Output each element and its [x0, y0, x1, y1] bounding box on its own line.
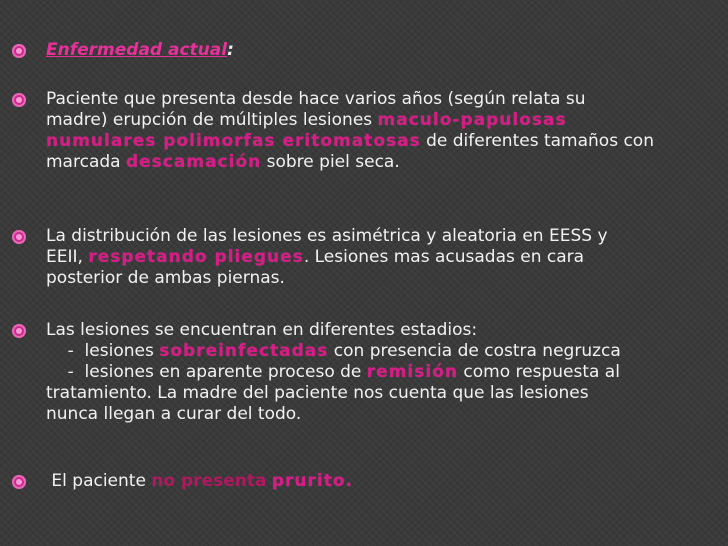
p2-line-2	[46, 247, 712, 268]
bullet-icon	[12, 93, 26, 107]
p3-line-2-end: con presencia de costra negruzca	[328, 341, 621, 361]
paragraph-2	[46, 226, 712, 289]
paragraph-1	[46, 89, 712, 173]
bullet-item-distribucion	[12, 226, 712, 289]
p3-line-1: Las lesiones se encuentran en diferentes estadios:	[46, 320, 478, 340]
p3-line-3-end: como respuesta al	[457, 362, 620, 382]
bullet-icon	[12, 44, 26, 58]
p1-line-3-text: de diferentes tamaños con	[420, 131, 654, 151]
p2-line-2-text: EEII,	[46, 247, 89, 267]
p1-line-1: Paciente que presenta desde hace varios años (según relata su	[46, 89, 586, 109]
highlight-prurito: prurito.	[271, 471, 353, 491]
p1-line-2	[46, 110, 712, 131]
p1-line-4-end: sobre piel seca.	[261, 152, 400, 172]
highlight-no-presenta: no presenta	[151, 471, 267, 491]
highlight-maculo-papulosas: maculo-papulosas	[377, 110, 567, 130]
heading-label: Enfermedad actual	[46, 40, 228, 60]
p1-line-3	[46, 131, 712, 152]
bullet-item-enfermedad-actual	[12, 40, 712, 61]
p2-line-3: posterior de ambas piernas.	[46, 268, 285, 288]
paragraph-3	[46, 320, 712, 425]
p1-line-2-text: madre) erupción de múltiples lesiones	[46, 110, 378, 130]
highlight-remision: remisión	[366, 362, 458, 382]
p3-line-4: tratamiento. La madre del paciente nos cuenta que las lesiones	[46, 383, 589, 403]
p4-text: El paciente	[46, 471, 152, 491]
paragraph-4	[46, 471, 712, 492]
heading-colon: :	[227, 40, 234, 60]
p2-line-2-end: . Lesiones mas acusadas en cara	[303, 247, 585, 267]
p3-line-3	[46, 362, 712, 383]
p3-line-5: nunca llegan a curar del todo.	[46, 404, 302, 424]
p3-line-2-text: - lesiones	[46, 341, 160, 361]
highlight-numulares: numulares polimorfas eritomatosas	[46, 131, 421, 151]
p1-line-4	[46, 152, 712, 173]
bullet-item-estadios	[12, 320, 712, 425]
highlight-sobreinfectadas: sobreinfectadas	[159, 341, 329, 361]
bullet-icon	[12, 230, 26, 244]
heading-text	[46, 40, 712, 61]
p3-line-3-text: - lesiones en aparente proceso de	[46, 362, 367, 382]
bullet-item-prurito	[12, 471, 712, 492]
p2-line-1: La distribución de las lesiones es asimétrica y aleatoria en EESS y	[46, 226, 608, 246]
bullet-icon	[12, 475, 26, 489]
highlight-respetando-pliegues: respetando pliegues	[88, 247, 304, 267]
p3-line-2	[46, 341, 712, 362]
highlight-descamacion: descamación	[125, 152, 262, 172]
p1-line-4-text: marcada	[46, 152, 126, 172]
bullet-item-paciente	[12, 89, 712, 173]
bullet-icon	[12, 324, 26, 338]
